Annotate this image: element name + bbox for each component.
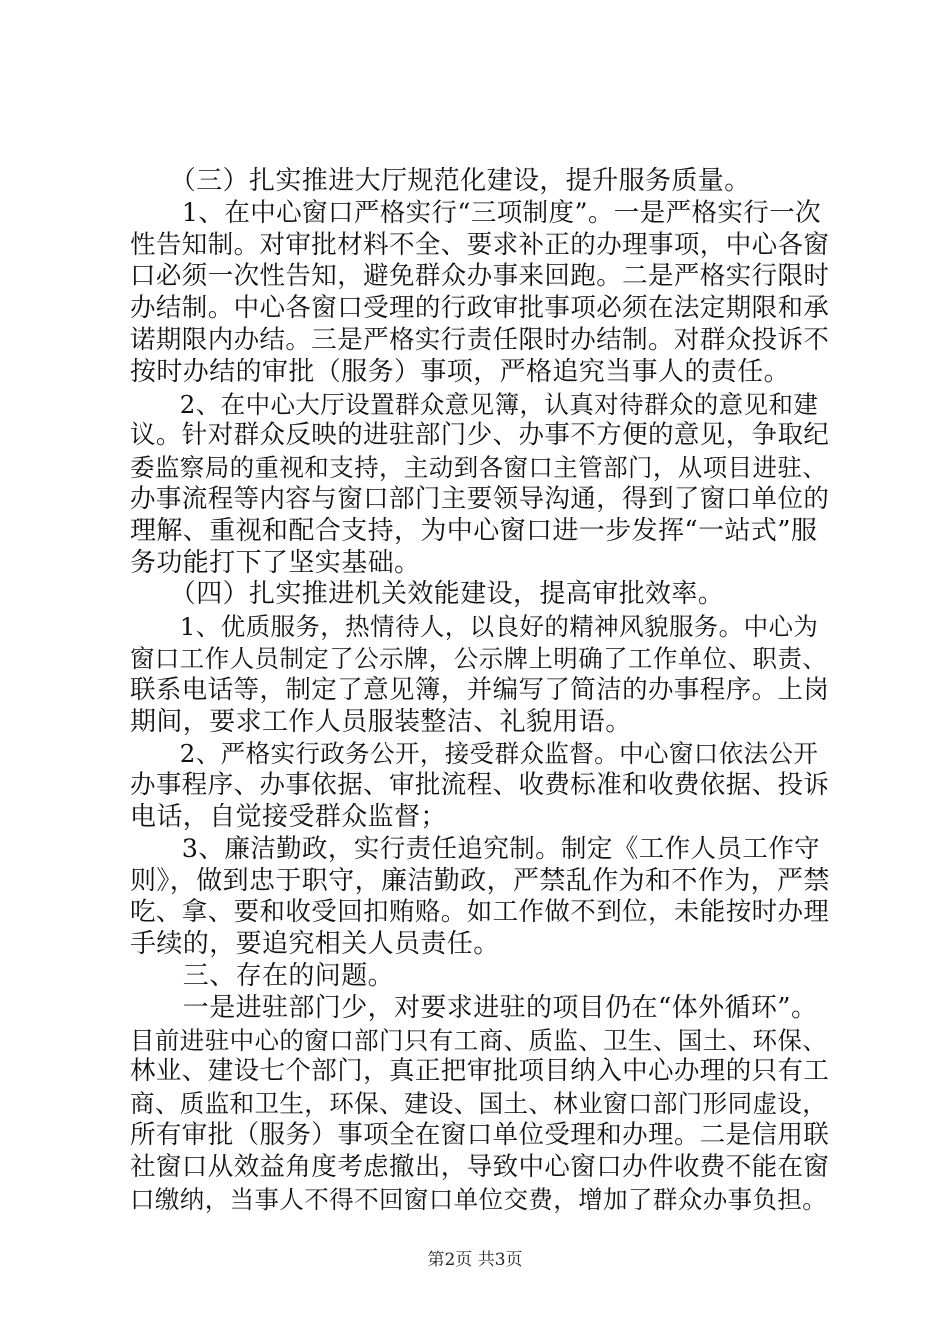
page-number-label: 第2页 共3页 bbox=[427, 1250, 523, 1270]
text-line: 三、存在的问题。 bbox=[130, 960, 395, 991]
text-line: 期间，要求工作人员服装整洁、礼貌用语。 bbox=[130, 706, 632, 737]
text-line: 窗口工作人员制定了公示牌，公示牌上明确了工作单位、职责、 bbox=[130, 643, 828, 673]
text-line: 则》，做到忠于职守，廉洁勤政，严禁乱作为和不作为，严禁 bbox=[130, 865, 830, 896]
text-line: 目前进驻中心的窗口部门只有工商、质监、卫生、国土、环保、 bbox=[130, 1025, 828, 1055]
text-line: 1、在中心窗口严格实行“三项制度”。一是严格实行一次 bbox=[130, 197, 821, 228]
page-footer bbox=[0, 1245, 950, 1270]
text-line: 理解、重视和配合支持，为中心窗口进一步发挥“一站式”服 bbox=[130, 515, 818, 546]
text-line: 诺期限内办结。三是严格实行责任限时办结制。对群众投诉不 bbox=[130, 324, 830, 355]
text-line: 2、严格实行政务公开，接受群众监督。中心窗口依法公开 bbox=[130, 739, 819, 769]
text-line: 社窗口从效益角度考虑撤出，导致中心窗口办件收费不能在窗 bbox=[130, 1151, 830, 1182]
text-line: （四）扎实推进机关效能建设，提高审批效率。 bbox=[130, 579, 725, 610]
text-line: 联系电话等，制定了意见簿，并编写了简洁的办事程序。上岗 bbox=[130, 674, 830, 705]
text-line: 所有审批（服务）事项全在窗口单位受理和办理。二是信用联 bbox=[130, 1119, 830, 1150]
text-line: 委监察局的重视和支持，主动到各窗口主管部门，从项目进驻、 bbox=[130, 453, 828, 483]
text-line: 办事程序、办事依据、审批流程、收费标准和收费依据、投诉 bbox=[130, 770, 830, 801]
text-line: 电话，自觉接受群众监督； bbox=[130, 801, 447, 832]
text-line: 3、廉洁勤政，实行责任追究制。制定《工作人员工作守 bbox=[130, 833, 821, 864]
text-line: 口必须一次性告知，避免群众办事来回跑。二是严格实行限时 bbox=[130, 261, 830, 292]
text-line: 吃、拿、要和收受回扣贿赂。如工作做不到位，未能按时办理 bbox=[130, 897, 830, 928]
text-line: 性告知制。对审批材料不全、要求补正的办理事项，中心各窗 bbox=[130, 229, 830, 260]
text-line: 商、质监和卫生，环保、建设、国土、林业窗口部门形同虚设， bbox=[130, 1089, 828, 1119]
text-line: 办结制。中心各窗口受理的行政审批事项必须在法定期限和承 bbox=[130, 293, 830, 324]
text-line: 1、优质服务，热情待人，以良好的精神风貌服务。中心为 bbox=[130, 612, 819, 642]
text-line: 议。针对群众反映的进驻部门少、办事不方便的意见，争取纪 bbox=[130, 420, 830, 451]
text-line: 林业、建设七个部门，真正把审批项目纳入中心办理的只有工 bbox=[130, 1056, 830, 1087]
text-line: （三）扎实推进大厅规范化建设，提升服务质量。 bbox=[130, 166, 751, 196]
text-line: 一是进驻部门少，对要求进驻的项目仍在“体外循环”。 bbox=[130, 992, 818, 1023]
text-line: 办事流程等内容与窗口部门主要领导沟通，得到了窗口单位的 bbox=[130, 483, 830, 514]
text-line: 2、在中心大厅设置群众意见簿，认真对待群众的意见和建 bbox=[130, 389, 819, 419]
text-line: 按时办结的审批（服务）事项，严格追究当事人的责任。 bbox=[130, 356, 791, 387]
text-line: 务功能打下了坚实基础。 bbox=[130, 547, 421, 578]
document-body bbox=[130, 166, 830, 1215]
text-line: 手续的，要追究相关人员责任。 bbox=[130, 929, 500, 960]
text-line: 口缴纳，当事人不得不回窗口单位交费，增加了群众办事负担。 bbox=[130, 1184, 828, 1214]
